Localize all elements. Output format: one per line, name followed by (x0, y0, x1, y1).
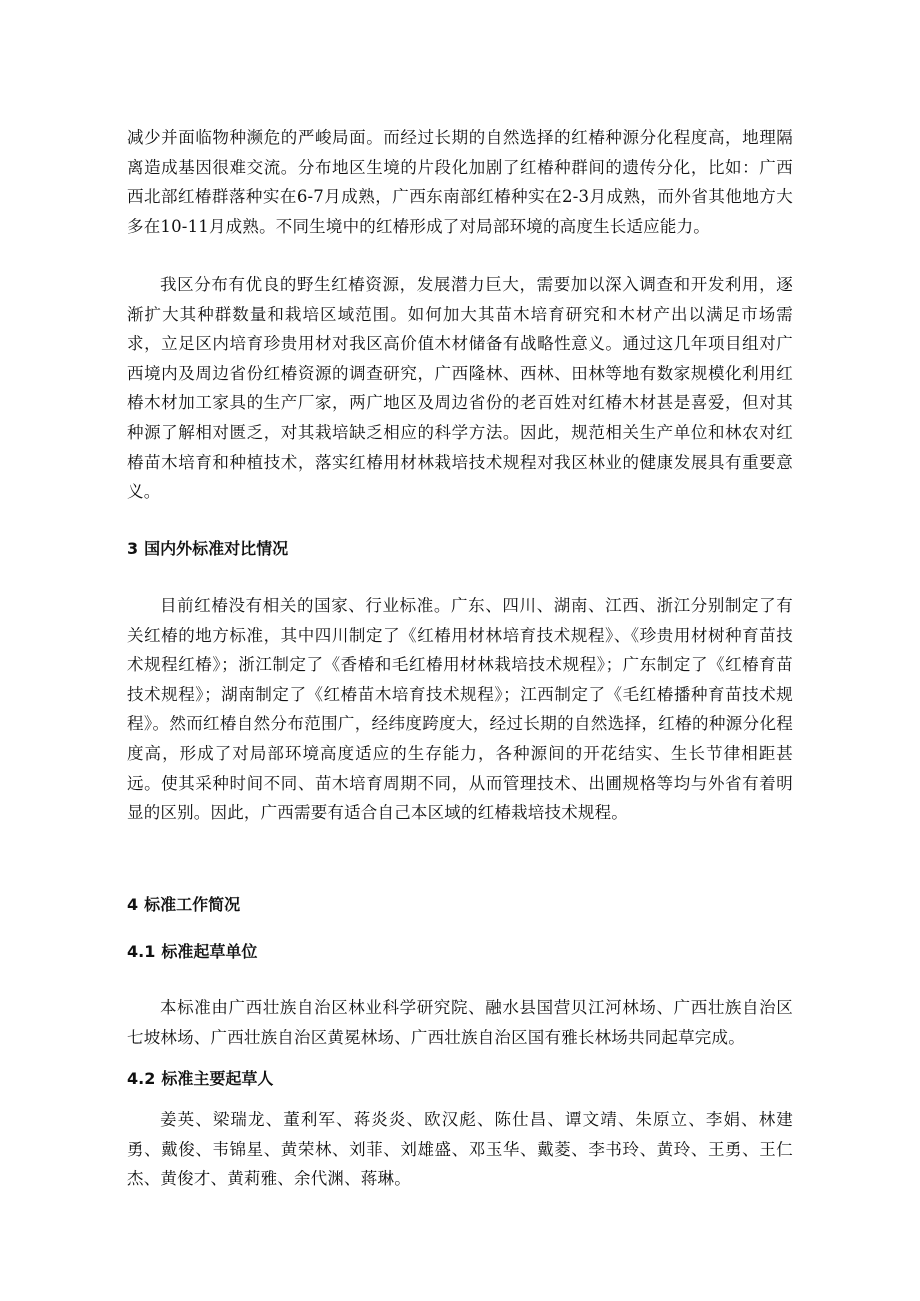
subsection-number: 4.2 (127, 1069, 156, 1088)
section-title: 标准工作简况 (144, 895, 241, 914)
section-heading-3 (127, 537, 793, 561)
paragraph-main-drafters: 姜英、梁瑞龙、董利军、蒋炎炎、欧汉彪、陈仕昌、谭文靖、朱原立、李娟、林建勇、戴俊、韦锦星、黄荣林、刘菲、刘雄盛、邓玉华、戴菱、李书玲、黄玲、王勇、王仁杰、黄俊才、黄莉雅、余代渊、蒋琳。 (127, 1110, 793, 1189)
subsection-number: 4.1 (127, 942, 156, 961)
section-number: 4 (127, 895, 139, 914)
paragraph-resource-development: 我区分布有优良的野生红椿资源，发展潜力巨大，需要加以深入调查和开发利用，逐渐扩大其种群数量和栽培区域范围。如何加大其苗木培育研究和木材产出以满足市场需求，立足区内培育珍贵用材对我区高价值木材储备有战略性意义。通过这几年项目组对广西境内及周边省份红椿资源的调查研究，广西隆林、西林、田林等地有数家规模化利用红椿木材加工家具的生产厂家，两广地区及周边省份的老百姓对红椿木材甚是喜爱，但对其种源了解相对匮乏，对其栽培缺乏相应的科学方法。因此，规范相关生产单位和林农对红椿苗木培育和种植技术，落实红椿用材林栽培技术规程对我区林业的健康发展具有重要意义。 (127, 275, 793, 502)
subsection-title: 标准起草单位 (161, 942, 258, 961)
subsection-title: 标准主要起草人 (161, 1069, 274, 1088)
subsection-heading-4-1 (127, 940, 793, 964)
paragraph-standards-comparison: 目前红椿没有相关的国家、行业标准。广东、四川、湖南、江西、浙江分别制定了有关红椿的地方标准，其中四川制定了《红椿用材林培育技术规程》、《珍贵用材树种育苗技术规程红椿》；浙江制定了《香椿和毛红椿用材林栽培技术规程》；广东制定了《红椿育苗技术规程》；湖南制定了《红椿苗木培育技术规程》；江西制定了《毛红椿播种育苗技术规程》。然而红椿自然分布范围广，经纬度跨度大，经过长期的自然选择，红椿的种源分化程度高，形成了对局部环境高度适应的生存能力，各种源间的开花结实、生长节律相距甚远。使其采种时间不同、苗木培育周期不同，从而管理技术、出圃规格等均与外省有着明显的区别。因此，广西需要有适合自己本区域的红椿栽培技术规程。 (127, 596, 793, 823)
section-number: 3 (127, 539, 139, 558)
subsection-heading-4-2 (127, 1067, 793, 1091)
paragraph-drafting-units: 本标准由广西壮族自治区林业科学研究院、融水县国营贝江河林场、广西壮族自治区七坡林场、广西壮族自治区黄冕林场、广西壮族自治区国有雅长林场共同起草完成。 (127, 998, 793, 1047)
paragraph-species-differentiation: 减少并面临物种濒危的严峻局面。而经过长期的自然选择的红椿种源分化程度高，地理隔离造成基因很难交流。分布地区生境的片段化加剧了红椿种群间的遗传分化，比如：广西西北部红椿群落种实在6-7月成熟，广西东南部红椿种实在2-3月成熟，而外省其他地方大多在10-11月成熟。不同生境中的红椿形成了对局部环境的高度生长适应能力。 (127, 128, 793, 236)
section-title: 国内外标准对比情况 (144, 539, 289, 558)
section-heading-4 (127, 893, 793, 917)
